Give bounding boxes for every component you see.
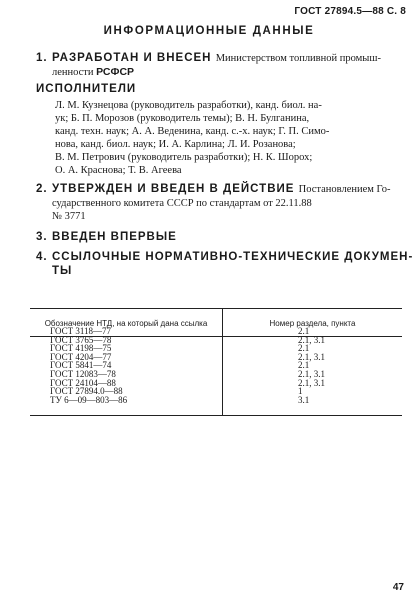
section-1-line2 bbox=[52, 66, 134, 79]
table-cell-ntd: ГОСТ 5841—74 bbox=[50, 360, 112, 371]
table-cell-section: 3.1 bbox=[298, 394, 310, 405]
table-cell-ntd: ГОСТ 27894.0—88 bbox=[50, 386, 123, 397]
section-1-number: 1. bbox=[36, 52, 48, 64]
section-1-line2-text: ленности bbox=[52, 67, 97, 78]
section-2-line2: сударственного комитета СССР по стандартам от 22.11.88 bbox=[52, 198, 312, 209]
executors-line: Л. М. Кузнецова (руководитель разработки), канд. биол. на- bbox=[55, 100, 322, 111]
table-cell-ntd: ГОСТ 3765—78 bbox=[50, 334, 112, 345]
section-1-rest: Министерством топливной промыш- bbox=[215, 53, 381, 64]
executors-heading: ИСПОЛНИТЕЛИ bbox=[36, 83, 137, 95]
table-cell-ntd: ГОСТ 24104—88 bbox=[50, 377, 116, 388]
executors-line: В. М. Петрович (руководитель разработки); Н. К. Шорох; bbox=[55, 152, 313, 163]
executors-line: нова, канд. биол. наук; И. А. Карлина; Л. И. Розанова; bbox=[55, 139, 296, 150]
table-cell-section: 2.1, 3.1 bbox=[298, 351, 325, 362]
executors-line: О. А. Краснова; Т. В. Агеева bbox=[55, 165, 182, 176]
section-3-number: 3. bbox=[36, 231, 48, 243]
table-cell-section: 1 bbox=[298, 386, 303, 397]
section-4-number: 4. bbox=[36, 251, 48, 263]
section-1-line1 bbox=[36, 52, 381, 65]
table-cell-ntd: ГОСТ 3118—77 bbox=[50, 326, 112, 336]
page-number: 47 bbox=[392, 582, 404, 593]
table-cell-ntd: ГОСТ 12083—78 bbox=[50, 368, 116, 379]
section-3-heading: ВВЕДЕН ВПЕРВЫЕ bbox=[52, 231, 177, 243]
section-1-line2-bold: РСФСР bbox=[96, 66, 135, 78]
section-2-rest: Постановлением Го- bbox=[298, 184, 391, 195]
table-cell-section: 2.1 bbox=[298, 326, 310, 336]
table-cell-section: 2.1, 3.1 bbox=[298, 368, 325, 379]
section-2-number: 2. bbox=[36, 183, 48, 195]
table-cell-section: 2.1, 3.1 bbox=[298, 334, 325, 345]
executors-line: канд. техн. наук; А. А. Веденина, канд. с.-х. наук; Г. П. Симо- bbox=[55, 126, 330, 137]
table-cell-ntd: ГОСТ 4204—77 bbox=[50, 351, 112, 362]
table-column-ntd bbox=[50, 327, 127, 404]
table-cell-ntd: ТУ 6—09—803—86 bbox=[50, 394, 128, 405]
section-4-line2: ТЫ bbox=[52, 265, 73, 277]
table-cell-section: 2.1 bbox=[298, 360, 310, 371]
section-3 bbox=[36, 231, 177, 243]
section-2-line1 bbox=[36, 183, 390, 196]
page-title: ИНФОРМАЦИОННЫЕ ДАННЫЕ bbox=[103, 25, 315, 37]
section-1-heading: РАЗРАБОТАН И ВНЕСЕН bbox=[52, 52, 212, 64]
table-column-section bbox=[298, 327, 325, 404]
section-2-line3: № 3771 bbox=[52, 211, 86, 222]
table-cell-ntd: ГОСТ 4198—75 bbox=[50, 343, 112, 354]
section-2-heading: УТВЕРЖДЕН И ВВЕДЕН В ДЕЙСТВИЕ bbox=[52, 183, 295, 195]
table-cell-section: 2.1, 3.1 bbox=[298, 377, 325, 388]
table-header-section: Номер раздела, пункта bbox=[269, 319, 356, 328]
table-header-ntd: Обозначение НТД, на который дана ссылка bbox=[44, 319, 208, 328]
section-4-line1 bbox=[36, 251, 413, 263]
executors-list bbox=[55, 99, 403, 177]
section-4-heading: ССЫЛОЧНЫЕ НОРМАТИВНО-ТЕХНИЧЕСКИЕ ДОКУМЕН- bbox=[52, 251, 414, 263]
table-cell-section: 2.1 bbox=[298, 343, 310, 354]
document-header: ГОСТ 27894.5—88 С. 8 bbox=[294, 6, 406, 17]
executors-line: ук; Б. П. Морозов (руководитель темы); В. Н. Булганина, bbox=[55, 113, 310, 124]
